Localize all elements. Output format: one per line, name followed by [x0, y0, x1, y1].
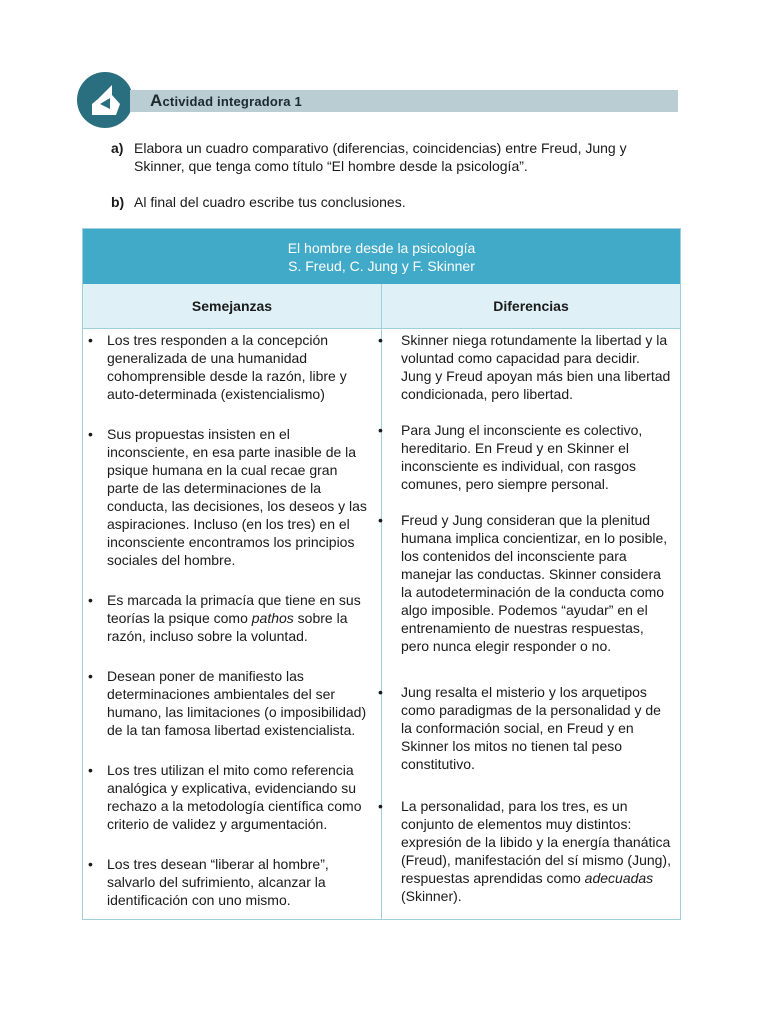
bullet-icon: •	[88, 426, 93, 442]
item-text-part: sobre la razón, incluso sobre la voluntad.	[107, 610, 348, 644]
bullet-icon: •	[378, 512, 383, 528]
bullet-icon: •	[378, 332, 383, 348]
instruction-text: Elabora un cuadro comparativo (diferencias, coincidencias) entre Freud, Jung y Skinner, que tenga como título “El hombre desde la psicología”.	[134, 140, 627, 174]
item-text: Los tres desean “liberar al hombre”, salvarlo del sufrimiento, alcanzar la identificación con uno mismo.	[107, 856, 329, 908]
item-text: Los tres utilizan el mito como referencia analógica y explicativa, evidenciando su rechazo a la metodología científica como criterio de validez y argumentación.	[107, 762, 362, 832]
item-text: Freud y Jung consideran que la plenitud humana implica concientizar, en lo posible, los contenidos del inconsciente para manejar las conductas. Skinner considera la autodeterminación de la conducta como algo imposible. Podemos “ayudar” en el entrenamiento de nuestras respuestas, pero nunca elegir responder o no.	[401, 512, 668, 654]
list-item	[83, 591, 381, 645]
bullet-icon: •	[378, 422, 383, 438]
item-text-italic: pathos	[251, 610, 294, 626]
item-text: Jung resalta el misterio y los arquetipos como paradigmas de la personalidad y de la conformación social, en Freud y en Skinner los mitos no tienen tal peso constitutivo.	[401, 684, 661, 772]
list-item	[378, 421, 680, 493]
instruction-letter: a)	[111, 140, 124, 156]
bullet-icon: •	[88, 762, 93, 778]
item-text: Para Jung el inconsciente es colectivo, hereditario. En Freud y en Skinner el inconsciente es individual, con rasgos comunes, pero siempre personal.	[401, 422, 643, 492]
diferencias-column	[378, 329, 680, 923]
list-item	[378, 683, 680, 773]
list-item	[83, 425, 381, 569]
instruction-a	[111, 139, 671, 175]
table-subtitle: S. Freud, C. Jung y F. Skinner	[288, 258, 475, 274]
list-item	[83, 331, 381, 403]
item-text-italic: adecuadas	[584, 870, 654, 886]
bullet-icon: •	[88, 332, 93, 348]
bullet-icon: •	[88, 592, 93, 608]
item-text: Skinner niega rotundamente la libertad y la voluntad como capacidad para decidir. Jung y Freud apoyan más bien una libertad condicionada, pero libertad.	[401, 332, 671, 402]
table-title: El hombre desde la psicología	[287, 240, 476, 256]
comparison-table	[82, 228, 681, 920]
list-item	[83, 855, 381, 909]
item-text-part: Es marcada la primacía que tiene en sus teorías la psique como	[107, 592, 361, 626]
column-header-semejanzas: Semejanzas	[83, 284, 382, 329]
title-rest: ctividad integradora 1	[162, 94, 302, 109]
list-item	[378, 511, 680, 655]
instruction-letter: b)	[111, 194, 125, 210]
table-header	[83, 229, 680, 284]
bullet-icon: •	[88, 856, 93, 872]
bullet-icon: •	[88, 668, 93, 684]
bullet-icon: •	[378, 684, 383, 700]
activity-badge-icon	[76, 71, 134, 129]
list-item	[378, 797, 680, 905]
item-text: Los tres responden a la concepción generalizada de una humanidad cohomprensible desde la razón, libre y auto-determinada (existencialismo)	[107, 332, 347, 402]
title-initial: A	[150, 91, 163, 110]
item-text: Desean poner de manifiesto las determinaciones ambientales del ser humano, las limitaciones (o imposibilidad) de la tan famosa libertad existencialista.	[107, 668, 367, 738]
list-item	[83, 761, 381, 833]
column-header-diferencias: Diferencias	[382, 284, 680, 329]
item-text-part: (Skinner).	[401, 888, 462, 904]
list-item	[378, 331, 680, 403]
list-item	[83, 667, 381, 739]
activity-title	[150, 92, 302, 111]
semejanzas-column	[83, 329, 381, 925]
item-text-part: La personalidad, para los tres, es un conjunto de elementos muy distintos: expresión de la libido y la energía thanática (Freud), manifestación del sí mismo (Jung), respuestas aprendidas como	[401, 798, 671, 886]
bullet-icon: •	[378, 798, 383, 814]
item-text: Sus propuestas insisten en el inconsciente, en esa parte inasible de la psique humana en la cual recae gran parte de las determinaciones de la conducta, las decisiones, los deseos y las aspiraciones. Incluso (en los tres) en el inconsciente encontramos los principios sociales del hombre.	[107, 426, 367, 568]
instruction-text: Al final del cuadro escribe tus conclusiones.	[134, 194, 406, 210]
instruction-b	[111, 193, 671, 211]
